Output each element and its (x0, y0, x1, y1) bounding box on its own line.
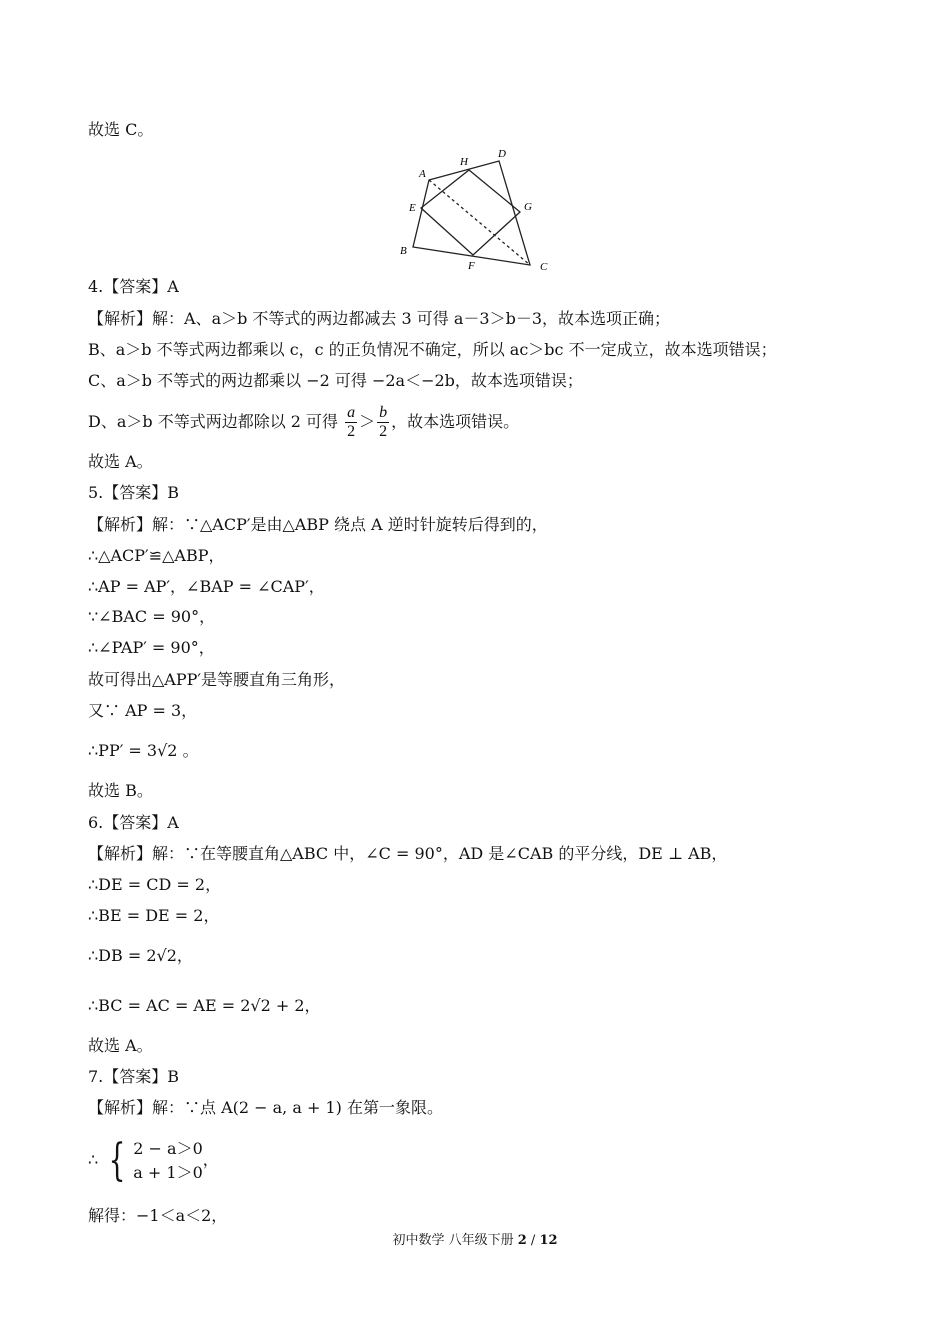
q7-line-1: 【解析】解：∵点 A(2 − a, a + 1) 在第一象限。 (88, 1098, 443, 1117)
q4-option-a: 【解析】解：A、a＞b 不等式的两边都减去 3 可得 a－3＞b－3，故本选项正确； (88, 309, 671, 328)
page-footer (0, 1229, 950, 1248)
quadrilateral-figure (395, 143, 560, 273)
q7-line-3: 解得：−1＜a＜2， (88, 1206, 228, 1225)
label-a: A (419, 168, 426, 180)
label-d: D (498, 148, 506, 160)
q6-line-3: ∴BE = DE = 2， (88, 906, 220, 925)
q6-line-5: ∴BC = AC = AE = 2√2 + 2， (88, 996, 321, 1015)
q5-line-4: ∵∠BAC = 90°， (88, 607, 216, 626)
q7-inequality-system: ∴ { 2 − a＞0 a + 1＞0 ， (88, 1134, 219, 1186)
footer-page: 2 (517, 1233, 527, 1248)
label-g: G (524, 201, 532, 213)
q5-answer: 5.【答案】B (88, 483, 180, 502)
left-brace-icon: { (108, 1134, 126, 1186)
q5-conclusion: 故选 B。 (88, 781, 153, 800)
label-f: F (468, 260, 475, 272)
q5-line-5: ∴∠PAP′ = 90°， (88, 638, 215, 657)
footer-separator: / (530, 1233, 536, 1248)
q6-line-2: ∴DE = CD = 2， (88, 875, 222, 894)
footer-subject: 初中数学 八年级下册 (392, 1233, 514, 1248)
top-conclusion: 故选 C。 (88, 120, 154, 139)
q5-line-8: ∴PP′ = 3√2 。 (88, 741, 199, 760)
fraction-a-over-2: $\frac{a}{2}$ (347, 404, 356, 440)
q5-line-3: ∴AP = AP′，∠BAP = ∠CAP′， (88, 577, 325, 596)
system-row-1: 2 − a＞0 (133, 1138, 203, 1158)
fraction-b-over-2: $\frac{b}{2}$ (379, 404, 388, 440)
system-row-2: a + 1＞0 (133, 1162, 203, 1182)
q4-option-c: C、a＞b 不等式的两边都乘以 −2 可得 −2a＜−2b，故本选项错误； (88, 371, 583, 390)
q7-answer: 7.【答案】B (88, 1067, 180, 1086)
label-e: E (409, 202, 416, 214)
q5-line-2: ∴△ACP′≌△ABP， (88, 546, 225, 565)
q5-line-1: 【解析】解：∵△ACP′是由△ABP 绕点 A 逆时针旋转后得到的， (88, 515, 548, 534)
q4-answer: 4.【答案】A (88, 277, 179, 296)
q5-line-7: 又∵ AP = 3， (88, 701, 198, 720)
footer-total: 12 (539, 1233, 558, 1248)
q4-option-b: B、a＞b 不等式两边都乘以 c，c 的正负情况不确定，所以 ac＞bc 不一定成立，故本选项错误； (88, 340, 777, 359)
label-c: C (540, 261, 548, 273)
q5-line-6: 故可得出△APP′是等腰直角三角形， (88, 670, 346, 689)
q6-line-4: ∴DB = 2√2， (88, 946, 193, 965)
q6-answer: 6.【答案】A (88, 813, 179, 832)
q4-option-d: D、a＞b 不等式两边都除以 2 可得 $\frac{a}{2}$ ＞ $\frac{b}{2}$ ，故本选项错误。 (88, 404, 520, 440)
q4-conclusion: 故选 A。 (88, 452, 153, 471)
q6-line-1: 【解析】解：∵在等腰直角△ABC 中，∠C = 90°，AD 是∠CAB 的平分线，DE ⊥ AB， (88, 844, 728, 863)
label-b: B (400, 245, 407, 257)
q6-conclusion: 故选 A。 (88, 1036, 153, 1055)
label-h: H (460, 156, 468, 168)
